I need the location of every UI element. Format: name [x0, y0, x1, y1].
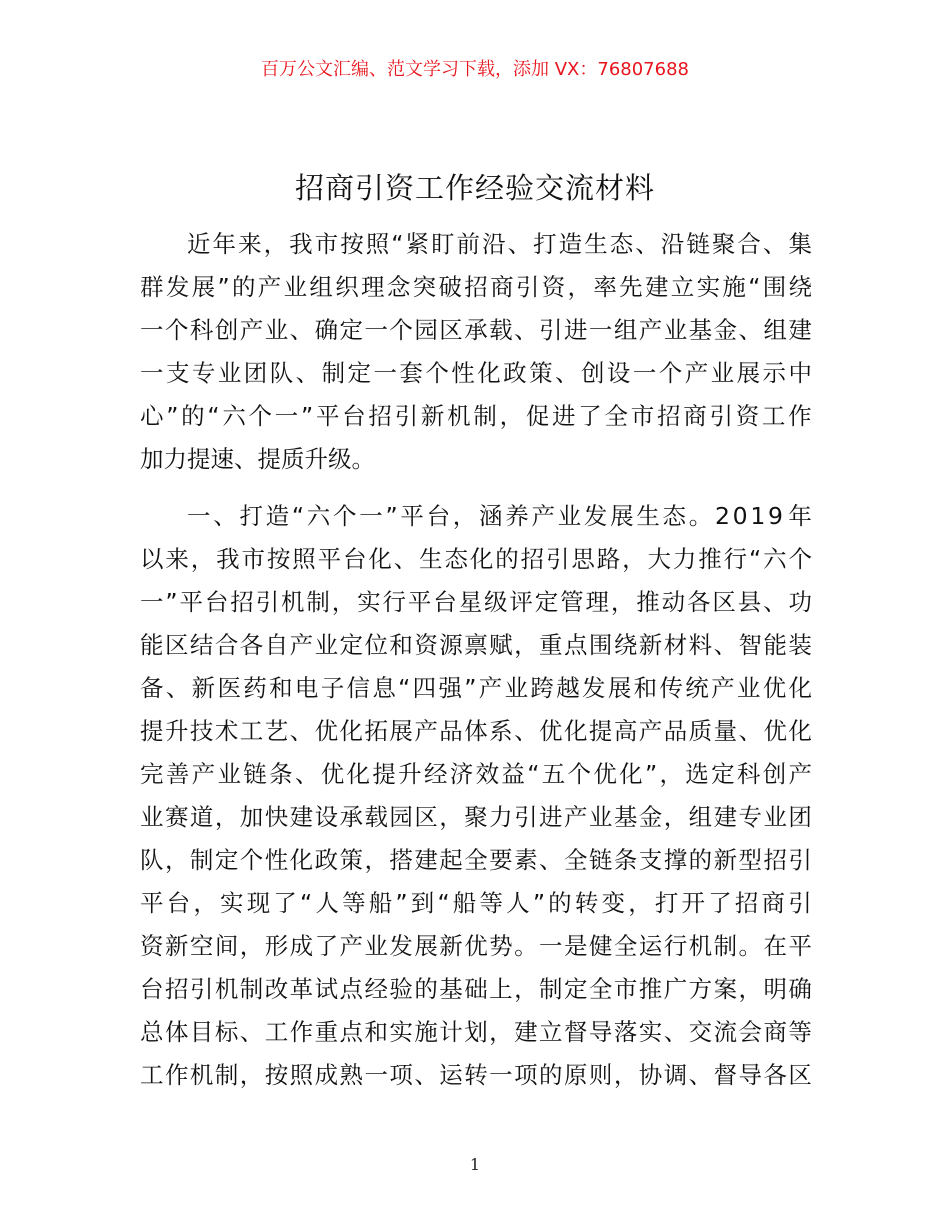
page-number: 1	[469, 1155, 481, 1174]
paragraph-1-line-6: 加力提速、提质升级。	[140, 445, 375, 473]
paragraph-2-line-4: 能 区 结 合 各 自 产 业 定 位 和 资 源 禀 赋 ， 重 点 围 绕 新 材 料 、 智 能 装	[140, 631, 812, 659]
paragraph-2-line-9: 队 ， 制 定 个 性 化 政 策 ， 搭 建 起 全 要 素 、 全 链 条 支 撑 的 新 型 招 引	[140, 846, 812, 874]
paragraph-2-line-13: 总 体 目 标 、 工 作 重 点 和 实 施 计 划 ， 建 立 督 导 落 实 、 交 流 会 商 等	[140, 1018, 812, 1046]
paragraph-2-line-10: 平 台 ， 实 现 了 “ 人 等 船 ” 到 “ 船 等 人 ” 的 转 变 ， 打 开 了 招 商 引	[140, 889, 812, 917]
paragraph-2-line-1: 一 、 打 造 “ 六 个 一 ” 平 台 ， 涵 养 产 业 发 展 生 态 。 2 0 1 9 年	[187, 502, 812, 530]
paragraph-2-line-3: 一 ” 平 台 招 引 机 制 ， 实 行 平 台 星 级 评 定 管 理 ， 推 动 各 区 县 、 功	[140, 588, 812, 616]
header-banner: 百万公文汇编、范文学习下载，添加 VX：76807688	[261, 59, 689, 80]
paragraph-1-line-3: 一 个 科 创 产 业 、 确 定 一 个 园 区 承 载 、 引 进 一 组 产 业 基 金 、 组 建	[140, 316, 812, 344]
paragraph-2-line-8: 业 赛 道 ， 加 快 建 设 承 载 园 区 ， 聚 力 引 进 产 业 基 金 ， 组 建 专 业 团	[140, 803, 812, 831]
paragraph-2-line-11: 资 新 空 间 ， 形 成 了 产 业 发 展 新 优 势 。 一 是 健 全 运 行 机 制 。 在 平	[140, 932, 812, 960]
paragraph-1-line-5: 心 ” 的 “ 六 个 一 ” 平 台 招 引 新 机 制 ， 促 进 了 全 市 招 商 引 资 工 作	[140, 402, 812, 430]
paragraph-2-line-14: 工 作 机 制 ， 按 照 成 熟 一 项 、 运 转 一 项 的 原 则 ， 协 调 、 督 导 各 区	[140, 1061, 812, 1089]
paragraph-1-line-4: 一 支 专 业 团 队 、 制 定 一 套 个 性 化 政 策 、 创 设 一 个 产 业 展 示 中	[140, 359, 812, 387]
paragraph-2-line-2: 以 来 ， 我 市 按 照 平 台 化 、 生 态 化 的 招 引 思 路 ， 大 力 推 行 “ 六 个	[140, 545, 812, 573]
document-title: 招商引资工作经验交流材料	[294, 171, 655, 205]
paragraph-1-line-1: 近 年 来 ， 我 市 按 照 “ 紧 盯 前 沿 、 打 造 生 态 、 沿 链 聚 合 、 集	[187, 230, 812, 258]
paragraph-2-line-6: 提 升 技 术 工 艺 、 优 化 拓 展 产 品 体 系 、 优 化 提 高 产 品 质 量 、 优 化	[140, 717, 812, 745]
paragraph-2-line-12: 台 招 引 机 制 改 革 试 点 经 验 的 基 础 上 ， 制 定 全 市 推 广 方 案 ， 明 确	[140, 975, 812, 1003]
paragraph-1-line-2: 群 发 展 ” 的 产 业 组 织 理 念 突 破 招 商 引 资 ， 率 先 建 立 实 施 “ 围 绕	[140, 273, 812, 301]
paragraph-2-line-5: 备 、 新 医 药 和 电 子 信 息 “ 四 强 ” 产 业 跨 越 发 展 和 传 统 产 业 优 化	[140, 674, 812, 702]
paragraph-2-line-7: 完 善 产 业 链 条 、 优 化 提 升 经 济 效 益 “ 五 个 优 化 ” ， 选 定 科 创 产	[140, 760, 812, 788]
